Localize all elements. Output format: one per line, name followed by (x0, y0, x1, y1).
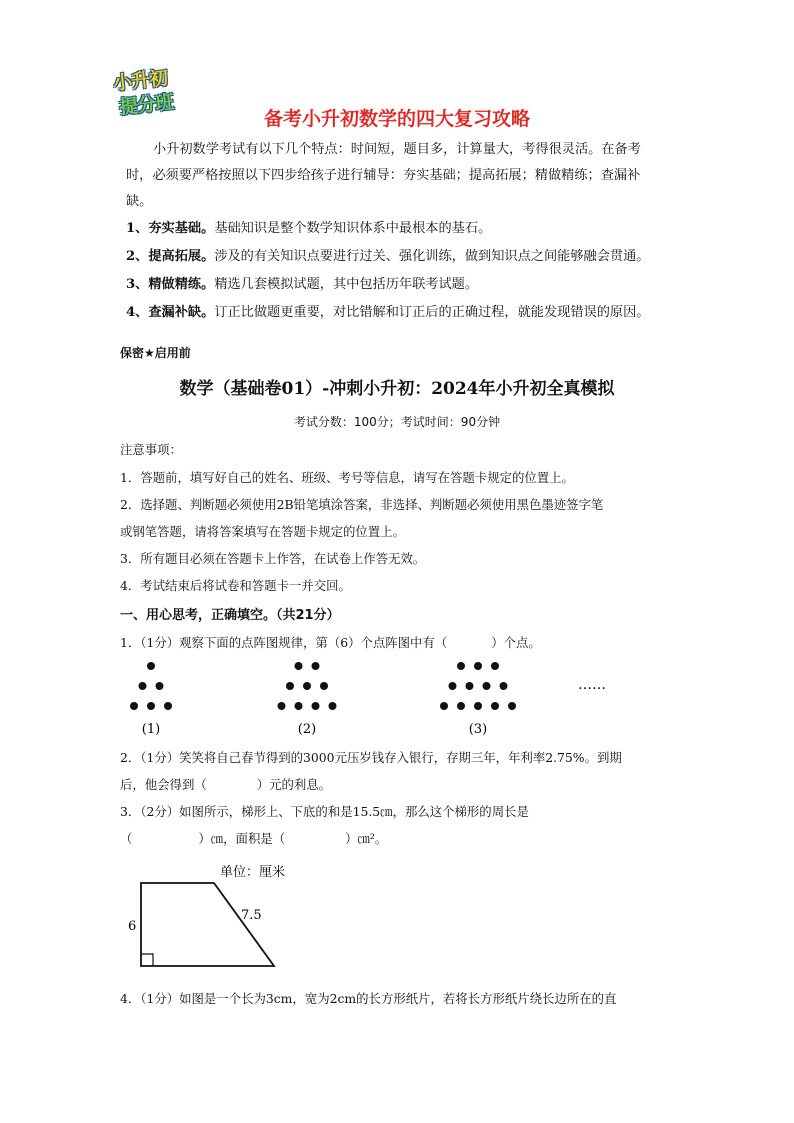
question-text: ）㎝，面积是（ (198, 831, 286, 846)
step-text: 基础知识是整个数学知识体系中最根本的基石。 (214, 221, 492, 236)
secret-label: 保密★启用前 (120, 346, 191, 360)
dot (295, 702, 303, 710)
step-text: 涉及的有关知识点要进行过关、强化训练，做到知识点之间能够融会贯通。 (214, 249, 650, 264)
dot (320, 682, 328, 690)
dot (156, 682, 164, 690)
logo-line1: 小升初 (112, 67, 169, 95)
dot (466, 682, 474, 690)
step-label: 1、夯实基础。 (126, 221, 215, 236)
unit-label: 单位：厘米 (220, 865, 286, 880)
question-text: 1．（1分）观察下面的点阵图规律，第（6）个点阵图中有（ (120, 635, 448, 650)
question-text: （ (120, 831, 133, 846)
dot (278, 702, 286, 710)
dot (312, 702, 320, 710)
dot (500, 682, 508, 690)
intro-line: 时，必须要严格按照以下四步给孩子进行辅导：夯实基础；提高拓展；精做精练；查漏补 (126, 168, 641, 183)
dot (457, 662, 465, 670)
figure-label: (3) (468, 722, 488, 737)
exam-title: 数学（基础卷01）-冲刺小升初：2024年小升初全真模拟 (179, 379, 615, 399)
question-text: ）㎝²。 (345, 831, 388, 846)
step-item (126, 216, 491, 242)
exam-info: 考试分数：100分；考试时间：90分钟 (293, 415, 501, 429)
section-heading: 一、用心思考，正确填空。（共21分） (120, 608, 340, 623)
dot (491, 662, 499, 670)
question-text: 2．（1分）笑笑将自己春节得到的3000元压岁钱存入银行，存期三年，年利率2.75%。到期 (120, 750, 622, 765)
step-text: 精选几套模拟试题，其中包括历年联考试题。 (214, 277, 479, 292)
dot (147, 662, 155, 670)
height-label: 6 (128, 919, 137, 934)
dot (474, 702, 482, 710)
right-angle-mark (141, 954, 153, 966)
notes-heading: 注意事项： (120, 442, 182, 457)
trapezoid-figure (120, 860, 320, 972)
question-text: 3．（2分）如图所示，梯形上、下底的和是15.5㎝，那么这个梯形的周长是 (120, 804, 529, 819)
dot-pattern-figure (110, 656, 610, 740)
question-3 (120, 802, 529, 820)
dot (483, 682, 491, 690)
note-item: 1．答题前，填写好自己的姓名、班级、考号等信息，请写在答题卡规定的位置上。 (120, 470, 574, 485)
dot (295, 662, 303, 670)
step-label: 3、精做精练。 (126, 277, 215, 292)
dot (491, 702, 499, 710)
dot (508, 702, 516, 710)
dot (139, 682, 147, 690)
intro-line: 小升初数学考试有以下几个特点：时间短，题目多，计算量大，考得很灵活。在备考 (153, 142, 641, 157)
dot (329, 702, 337, 710)
step-item (126, 272, 478, 298)
step-item (126, 300, 650, 326)
slant-label: 7.5 (241, 908, 262, 923)
step-label: 4、查漏补缺。 (126, 305, 215, 320)
figure-label: (1) (141, 722, 161, 737)
dot (457, 702, 465, 710)
step-item (126, 244, 650, 270)
dot (449, 682, 457, 690)
note-item: 或钢笔答题，请将答案填写在答题卡规定的位置上。 (120, 524, 405, 539)
dot (130, 702, 138, 710)
dot (147, 702, 155, 710)
dot (164, 702, 172, 710)
step-text: 订正比做题更重要，对比错解和订正后的正确过程，就能发现错误的原因。 (214, 305, 650, 320)
note-item: 4．考试结束后将试卷和答题卡一并交回。 (120, 578, 351, 593)
question-text: ）个点。 (491, 635, 541, 650)
trapezoid-shape (141, 883, 274, 966)
figure-label: (2) (297, 722, 317, 737)
dot (312, 662, 320, 670)
question-text: 后，他会得到（ (120, 777, 207, 792)
question-3-line2 (120, 829, 387, 847)
question-2 (120, 748, 622, 766)
question-text: 4．（1分）如图是一个长为3cm，宽为2cm的长方形纸片，若将长方形纸片绕长边所在的直 (120, 991, 617, 1006)
dot (474, 662, 482, 670)
question-1 (120, 633, 541, 651)
question-text: ）元的利息。 (256, 777, 332, 792)
logo-line2: 提分班 (118, 91, 175, 119)
intro-line: 缺。 (126, 194, 153, 209)
question-4 (120, 989, 616, 1007)
note-item: 2．选择题、判断题必须使用2B铅笔填涂答案，非选择、判断题必须使用黑色墨迹签字笔 (120, 497, 604, 512)
step-label: 2、提高拓展。 (126, 249, 215, 264)
note-item: 3．所有题目必须在答题卡上作答，在试卷上作答无效。 (120, 551, 426, 566)
dot (303, 682, 311, 690)
question-2-line2 (120, 775, 331, 793)
intro-paragraph (126, 137, 678, 215)
ellipsis: …… (578, 677, 606, 693)
dot (286, 682, 294, 690)
doc-title: 备考小升初数学的四大复习攻略 (263, 108, 530, 130)
dot (440, 702, 448, 710)
